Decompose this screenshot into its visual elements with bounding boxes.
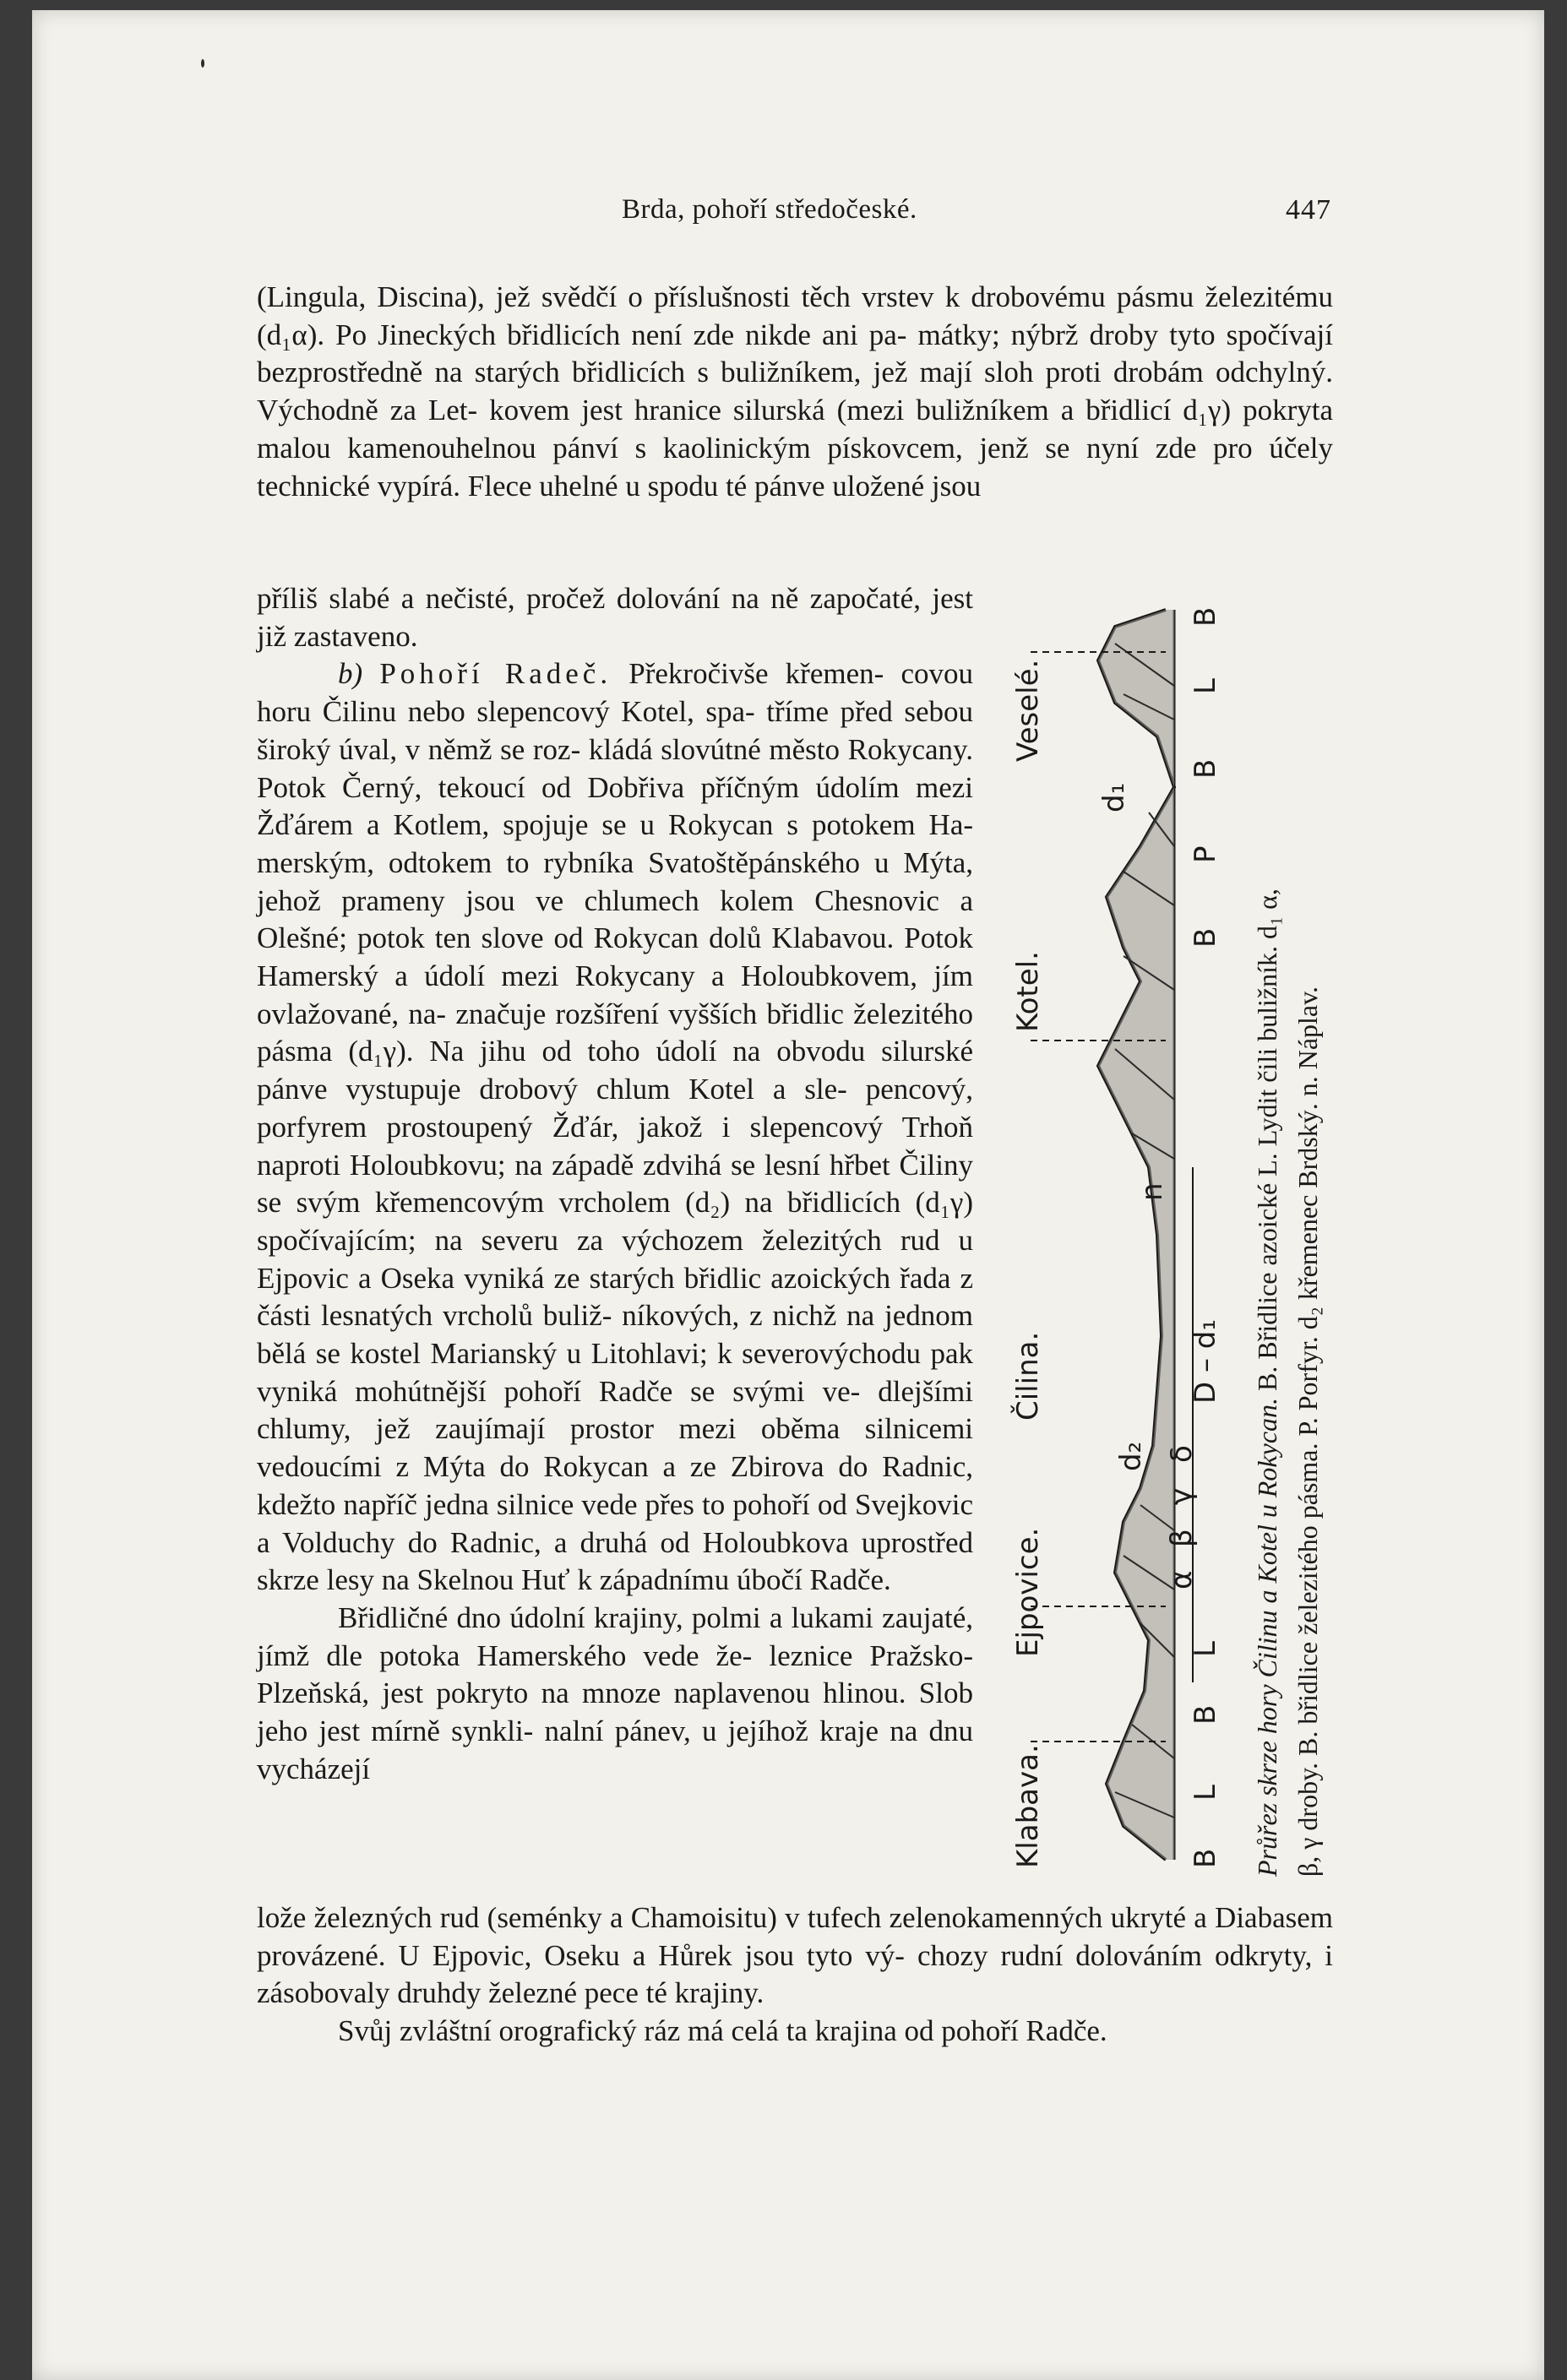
text-line: s buližníkem, jež mají sloh proti drobám odchylný. Východně za Let- [257, 356, 1333, 427]
subhead-title: Pohoří Radeč. [379, 657, 612, 691]
formation-label-gamma: γ [1165, 1487, 1199, 1505]
place-label-cilina: Čilina. [1011, 1331, 1045, 1421]
text-line: pro účely technické vypírá. Flece uhelné u spodu té pánve uložené jsou [257, 431, 1333, 503]
left-column-text [257, 580, 973, 1789]
text-line: pencový, porfyrem prostoupený Žďár, jakož [257, 1073, 974, 1144]
text-line: započaté, jest již zastaveno. [257, 582, 974, 653]
place-label-ejpovice: Ejpovice. [1011, 1527, 1045, 1657]
text-line: kovem jest hranice silurská (mezi buližníkem a břidlicí d₁γ) pokryta [489, 394, 1333, 427]
text-line: pásmu železitému (d₁α). Po Jineckých břidlicích není zde nikde ani pa- [257, 280, 1334, 351]
text-line: i slepencový Trhoň naproti Holoubkovu; na [257, 1110, 973, 1182]
closing-line: Svůj zvláštní orografický ráz má celá ta krajina od pohoří Radče. [338, 2014, 1107, 2048]
text-line: západě zdvihá se lesní hřbet Čiliny se svým [257, 1148, 973, 1220]
page-header [622, 194, 1331, 236]
caption-legend-1: B. Břidlice azoické L. Lydit čili buližník. d₁ α, [1252, 888, 1282, 1391]
text-line: mátky; nýbrž droby tyto spočívají bezprostředně na starých břidlicích [257, 318, 1334, 389]
formation-label-p: P [1189, 845, 1222, 863]
formation-label-n: n [1135, 1182, 1169, 1201]
text-line: krajiny. [674, 1976, 764, 2010]
formation-label-l: L [1189, 678, 1222, 694]
print-speck [201, 59, 204, 68]
text-line: příliš slabé a nečisté, pročež dolování na ně [257, 582, 799, 615]
text-line: (Lingula, Discina), jež svědčí o příslušnosti těch vrstev k drobovému [257, 280, 1106, 313]
text-line: Rokycany a Holoubkovem, jím ovlažované, na- [257, 959, 973, 1030]
text-line: malou kamenouhelnou pánví s kaolinickým pískovcem, jenž se nyní zde [257, 431, 1197, 465]
text-line: Zbirova do Radnic, kdežto napříč jedna silnice [257, 1450, 973, 1521]
bottom-paragraph [257, 1899, 1333, 2051]
formation-label-d2: d₂ [1114, 1441, 1148, 1471]
text-line: kládá slovútné město Rokycany. Potok Černý, [257, 732, 973, 804]
page-number: 447 [1286, 194, 1331, 226]
text-line: Chesnovic a Olešné; potok ten slove od Rokycan [257, 883, 974, 955]
text-line: zaujaté, jímž dle potoka Hamerského vede že- [257, 1600, 973, 1672]
formation-label-b: B [1189, 758, 1222, 779]
text-line: a Kotlem, spojuje se u Rokycan s potokem Ha- [366, 808, 974, 842]
text-line: lože železných rud (seménky a Chamoisitu) v tufech zelenokamenných [257, 1901, 1103, 1934]
text-line: Břidličné dno údolní krajiny, polmi a lukami [338, 1600, 873, 1634]
text-line: naplavenou hlinou. Slob jeho jest mírně synkli- [257, 1676, 973, 1748]
text-line: tříme před sebou široký úval, v němž se roz- [257, 695, 974, 766]
text-line: merským, odtokem to rybníka Svatoštěpánského [257, 845, 861, 879]
text-line: silnicemi vedoucími z Mýta do Rokycan a ze [257, 1412, 974, 1484]
top-paragraph [257, 279, 1333, 505]
formation-label-b: B [1189, 606, 1222, 627]
formation-label-l: L [1189, 1641, 1222, 1657]
subhead-letter: b) [338, 657, 363, 691]
text-line: (d₁γ). Na jihu od toho údolí na obvodu silurské [348, 1035, 973, 1068]
text-line: tekoucí od Dobřiva příčným údolím mezi Žďárem [257, 770, 973, 842]
text-line: rud u Ejpovic a Oseka vyniká ze starých břidlic [257, 1223, 974, 1295]
formation-label-alpha: α [1165, 1570, 1199, 1589]
caption-legend-2: β, γ droby. B. břidlice železitého pásma. P. Porfyr. d₂ křemenec Brdský. n. Náplav. [1292, 986, 1323, 1877]
running-title: Brda, pohoří středočeské. [622, 194, 917, 225]
text-line: níkových, z nichž na jednom bělá se kostel [257, 1299, 974, 1371]
caption-title: Průřez skrze hory Čilinu a Kotel u Rokycan. [1252, 1397, 1282, 1877]
text-line: vyniká mohútnější pohoří Radče se svými ve- [257, 1374, 861, 1408]
formation-label-d-d1: D – d₁ [1189, 1318, 1222, 1404]
book-page [32, 10, 1544, 2380]
text-line: vede přes to pohoří od Svejkovic a Volduchy do [257, 1487, 973, 1559]
text-line: nalní pánev, u jejíhož kraje na dnu vycházejí [257, 1714, 973, 1785]
text-line: lesy na Skelnou Huť k západnímu úbočí Radče. [326, 1563, 891, 1597]
formation-label-beta: β [1165, 1529, 1199, 1547]
text-line: značuje rozšíření vyšších břidlic železitého pásma [257, 997, 973, 1068]
formation-label-b: B [1189, 1848, 1222, 1868]
formation-label-b: B [1189, 927, 1222, 948]
place-label-vesele: Veselé. [1011, 659, 1045, 762]
text-line: u Mýta, jehož prameny jsou ve chlumech kolem [257, 845, 973, 917]
text-line: Marianský u Litohlavi; k severovýchodu pak [430, 1337, 974, 1371]
text-line: chozy rudní dolováním odkryty, i zásobovaly druhdy železné pece té [257, 1938, 1334, 2010]
text-line: ukryté a Diabasem provázené. U Ejpovic, Oseku a Hůrek jsou tyto vý- [257, 1901, 1334, 1972]
text-line: dolů Klabavou. Potok Hamerský a údolí mezi [257, 921, 973, 993]
formation-label-l: L [1189, 1785, 1222, 1801]
text-line: Překročivše křemen- [628, 657, 884, 691]
text-line: spočívajícím; na severu za výchozem železitých [257, 1223, 882, 1257]
formation-label-delta: δ [1165, 1445, 1199, 1463]
text-line: křemencovým vrcholem (d₂) na břidlicích (d₁γ) [374, 1186, 974, 1220]
text-line: azoických řada z části lesnatých vrcholů buliž- [257, 1261, 974, 1333]
text-line: Radnic, a druhá od Holoubkova uprostřed skrze [257, 1525, 973, 1597]
formation-label-b: B [1189, 1704, 1222, 1725]
figure-caption [1247, 593, 1348, 1877]
place-label-klabava: Klabava. [1011, 1744, 1045, 1868]
formation-label-d1: d₁ [1097, 782, 1131, 812]
text-line: leznice Pražsko-Plzeňská, jest pokryto na mnoze [257, 1638, 973, 1710]
text-line: dlejšími chlumy, jež zaujímají prostor mezi oběma [257, 1374, 974, 1446]
place-label-kotel: Kotel. [1011, 951, 1045, 1032]
text-line: covou horu Čilinu nebo slepencový Kotel, spa- [257, 657, 974, 729]
text-line: pánve vystupuje drobový chlum Kotel a sle- [257, 1073, 847, 1106]
